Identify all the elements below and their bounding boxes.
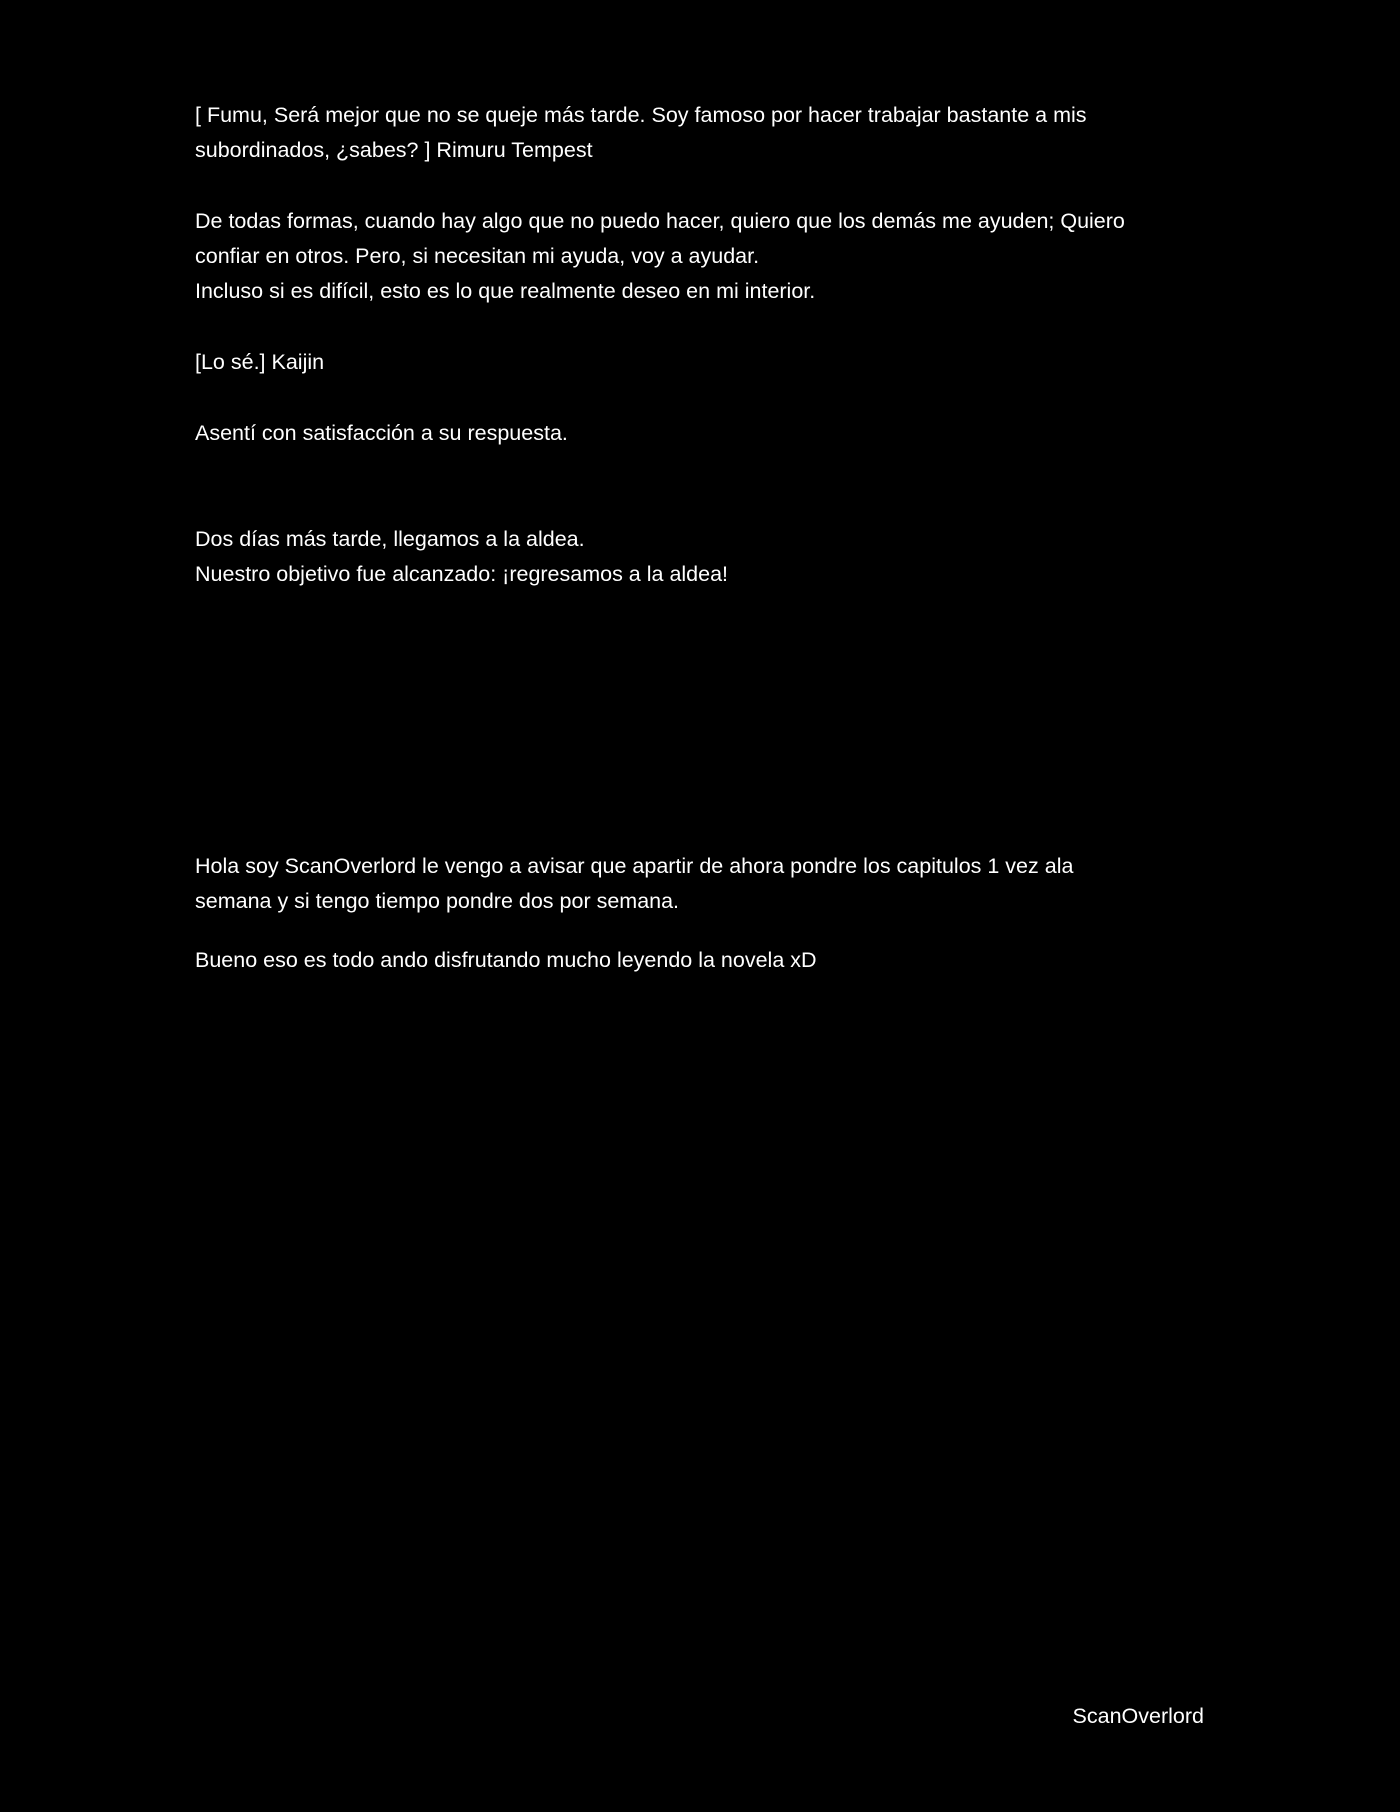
paragraph-line: Bueno eso es todo ando disfrutando mucho leyendo la novela xD [195, 948, 817, 972]
signature: ScanOverlord [1072, 1704, 1204, 1728]
paragraph-line: De todas formas, cuando hay algo que no puedo hacer, quiero que los demás me ayuden; Quiero [195, 209, 1125, 233]
paragraph-line: Dos días más tarde, llegamos a la aldea. [195, 527, 585, 551]
paragraph-line: Nuestro objetivo fue alcanzado: ¡regresamos a la aldea! [195, 562, 729, 586]
paragraph-translator-closing [195, 943, 1215, 978]
paragraph-narration-help [195, 204, 1215, 309]
paragraph-kaijin-quote [195, 345, 1215, 380]
paragraph-line: [Lo sé.] Kaijin [195, 350, 325, 374]
paragraph-line: subordinados, ¿sabes? ] Rimuru Tempest [195, 138, 593, 162]
paragraph-translator-note [195, 849, 1215, 919]
paragraph-line: semana y si tengo tiempo pondre dos por semana. [195, 889, 680, 913]
paragraph-narration-nod [195, 416, 1215, 451]
paragraph-narration-arrival [195, 522, 1215, 592]
paragraph-rimuru-quote [195, 98, 1215, 168]
paragraph-line: Incluso si es difícil, esto es lo que realmente deseo en mi interior. [195, 279, 816, 303]
paragraph-line: Asentí con satisfacción a su respuesta. [195, 421, 568, 445]
paragraph-line: Hola soy ScanOverlord le vengo a avisar que apartir de ahora pondre los capitulos 1 vez ala [195, 854, 1074, 878]
paragraph-line: confiar en otros. Pero, si necesitan mi ayuda, voy a ayudar. [195, 244, 760, 268]
paragraph-line: [ Fumu, Será mejor que no se queje más tarde. Soy famoso por hacer trabajar bastante a mis [195, 103, 1087, 127]
